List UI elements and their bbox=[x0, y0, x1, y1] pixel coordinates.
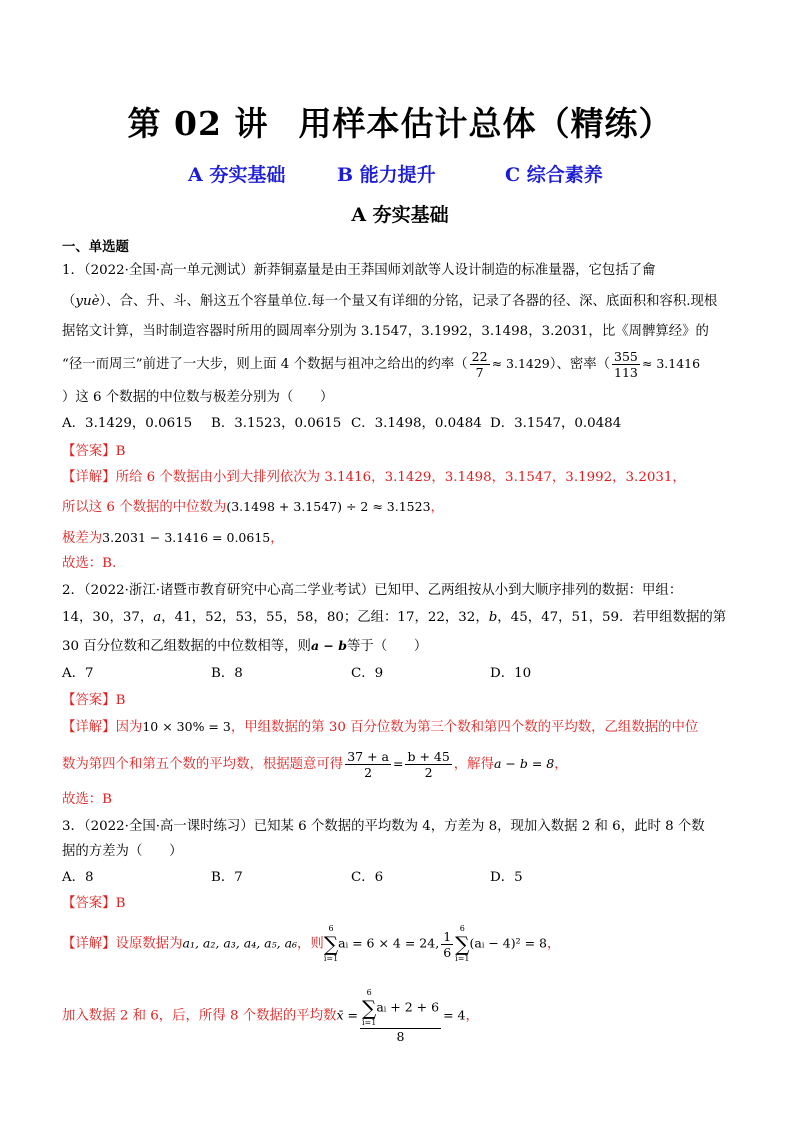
sum-symbol: 6 ∑ i=1 bbox=[323, 924, 339, 963]
q3-detail-line1: 【详解】设原数据为a₁, a₂, a₃, a₄, a₅, a₆，则6 ∑ i=1aᵢ = 6 × 4 = 24, $\frac{1}{6}$ 6 ∑ i=1(aᵢ − 4)² = 8， bbox=[62, 924, 561, 963]
q3-answer: 【答案】B bbox=[62, 896, 126, 911]
fraction-22-7: $\frac{22}{7}$ bbox=[471, 349, 488, 380]
page-title: 第 02 讲 用样本估计总体（精练） bbox=[127, 104, 673, 143]
q1-option-a[interactable]: A．3.1429，0.0615 bbox=[62, 416, 193, 431]
sum-symbol: 6 ∑ i=1 bbox=[361, 988, 377, 1027]
q2-choose: 故选：B bbox=[62, 792, 113, 807]
section-title: A 夯实基础 bbox=[351, 204, 449, 226]
q2-detail-line2: 数为第四个和第五个数的平均数，根据题意可得 $\frac{37 + a}{2}$ = $\frac{b + 45}{2}$ ，解得a − b = 8， bbox=[62, 749, 568, 780]
fraction-mean-8: 6 ∑ i=1aᵢ + 2 + 6 8 bbox=[361, 988, 440, 1044]
section-heading: 一、单选题 bbox=[62, 239, 129, 255]
q1-detail-line3: 极差为3.2031 − 3.1416 = 0.0615， bbox=[62, 530, 284, 546]
q3-option-d[interactable]: D．5 bbox=[490, 870, 523, 885]
q2-stem-line3: 30 百分位数和乙组数据的中位数相等，则a − b等于（ ） bbox=[62, 638, 428, 654]
q3-option-a[interactable]: A．8 bbox=[62, 870, 94, 885]
fraction-1-6: $\frac{1}{6}$ bbox=[443, 928, 452, 960]
q1-stem-line1: 1．（2022·全国·高一单元测试）新莽铜嘉量是由王莽国师刘歆等人设计制造的标准量器，它包括了龠 bbox=[62, 263, 656, 278]
q2-option-b[interactable]: B．8 bbox=[211, 666, 243, 681]
sum-symbol: 6 ∑ i=1 bbox=[455, 924, 470, 963]
fraction-b45-2: $\frac{b + 45}{2}$ bbox=[407, 749, 450, 780]
q2-option-c[interactable]: C．9 bbox=[351, 666, 384, 681]
q2-stem-line1: 2．（2022·浙江·诸暨市教育研究中心高二学业考试）已知甲、乙两组按从小到大顺序排列的数据：甲组： bbox=[62, 583, 683, 598]
fraction-37a-2: $\frac{37 + a}{2}$ bbox=[347, 749, 389, 780]
q1-stem-line3: 据铭文计算，当时制造容器时所用的圆周率分别为 3.1547，3.1992，3.1498，3.2031，比《周髀算经》的 bbox=[62, 324, 709, 339]
q1-stem-line5: ）这 6 个数据的中位数与极差分别为（ ） bbox=[62, 390, 334, 405]
q3-option-c[interactable]: C．6 bbox=[351, 870, 384, 885]
section-nav bbox=[0, 160, 800, 190]
q3-detail-line2: 加入数据 2 和 6，后，所得 8 个数据的平均数x̄ = 6 ∑ i=1aᵢ + 2 + 6 8 = 4， bbox=[62, 988, 479, 1044]
fraction-355-113: $\frac{355}{113}$ bbox=[614, 349, 638, 380]
q3-stem-line1: 3．（2022·全国·高一课时练习）已知某 6 个数据的平均数为 4，方差为 8，现加入数据 2 和 6，此时 8 个数 bbox=[62, 819, 705, 834]
q1-answer: 【答案】B bbox=[62, 444, 126, 459]
q1-option-d[interactable]: D．3.1547，0.0484 bbox=[490, 416, 622, 431]
nav-link-b[interactable]: B 能力提升 bbox=[337, 164, 436, 186]
q2-detail-line1: 【详解】因为10 × 30% = 3，甲组数据的第 30 百分位数为第三个数和第四个数的平均数，乙组数据的中位 bbox=[62, 719, 699, 735]
q1-choose: 故选：B. bbox=[62, 556, 117, 571]
q1-detail-line2: 所以这 6 个数据的中位数为(3.1498 + 3.1547) ÷ 2 ≈ 3.1523， bbox=[62, 499, 444, 515]
q1-option-b[interactable]: B．3.1523，0.0615 bbox=[211, 416, 342, 431]
q1-stem-line4: “径一而周三”前进了一大步，则上面 4 个数据与祖冲之给出的约率（ $\frac{22}{7}$ ≈ 3.1429）、密率（ $\frac{355}{113}$ ≈ 3.1416 bbox=[62, 349, 701, 380]
q2-stem-line2: 14，30，37，a，41，52，53，55，58，80；乙组：17，22，32，b，45，47，51，59．若甲组数据的第 bbox=[62, 610, 727, 625]
q1-detail-line1: 【详解】所给 6 个数据由小到大排列依次为 3.1416，3.1429，3.1498，3.1547，3.1992，3.2031， bbox=[62, 470, 686, 485]
nav-link-a[interactable]: A 夯实基础 bbox=[188, 164, 286, 186]
q2-option-d[interactable]: D．10 bbox=[490, 666, 532, 681]
q1-option-c[interactable]: C．3.1498，0.0484 bbox=[351, 416, 482, 431]
q3-option-b[interactable]: B．7 bbox=[211, 870, 243, 885]
q2-option-a[interactable]: A．7 bbox=[62, 666, 94, 681]
q1-stem-line2: （yuè）、合、升、斗、斛这五个容量单位.每一个量又有详细的分铭，记录了各器的径、深、底面积和容积.现根 bbox=[62, 294, 718, 309]
q3-stem-line2: 据的方差为（ ） bbox=[62, 844, 183, 859]
nav-link-c[interactable]: C 综合素养 bbox=[505, 164, 603, 186]
q2-answer: 【答案】B bbox=[62, 693, 126, 708]
